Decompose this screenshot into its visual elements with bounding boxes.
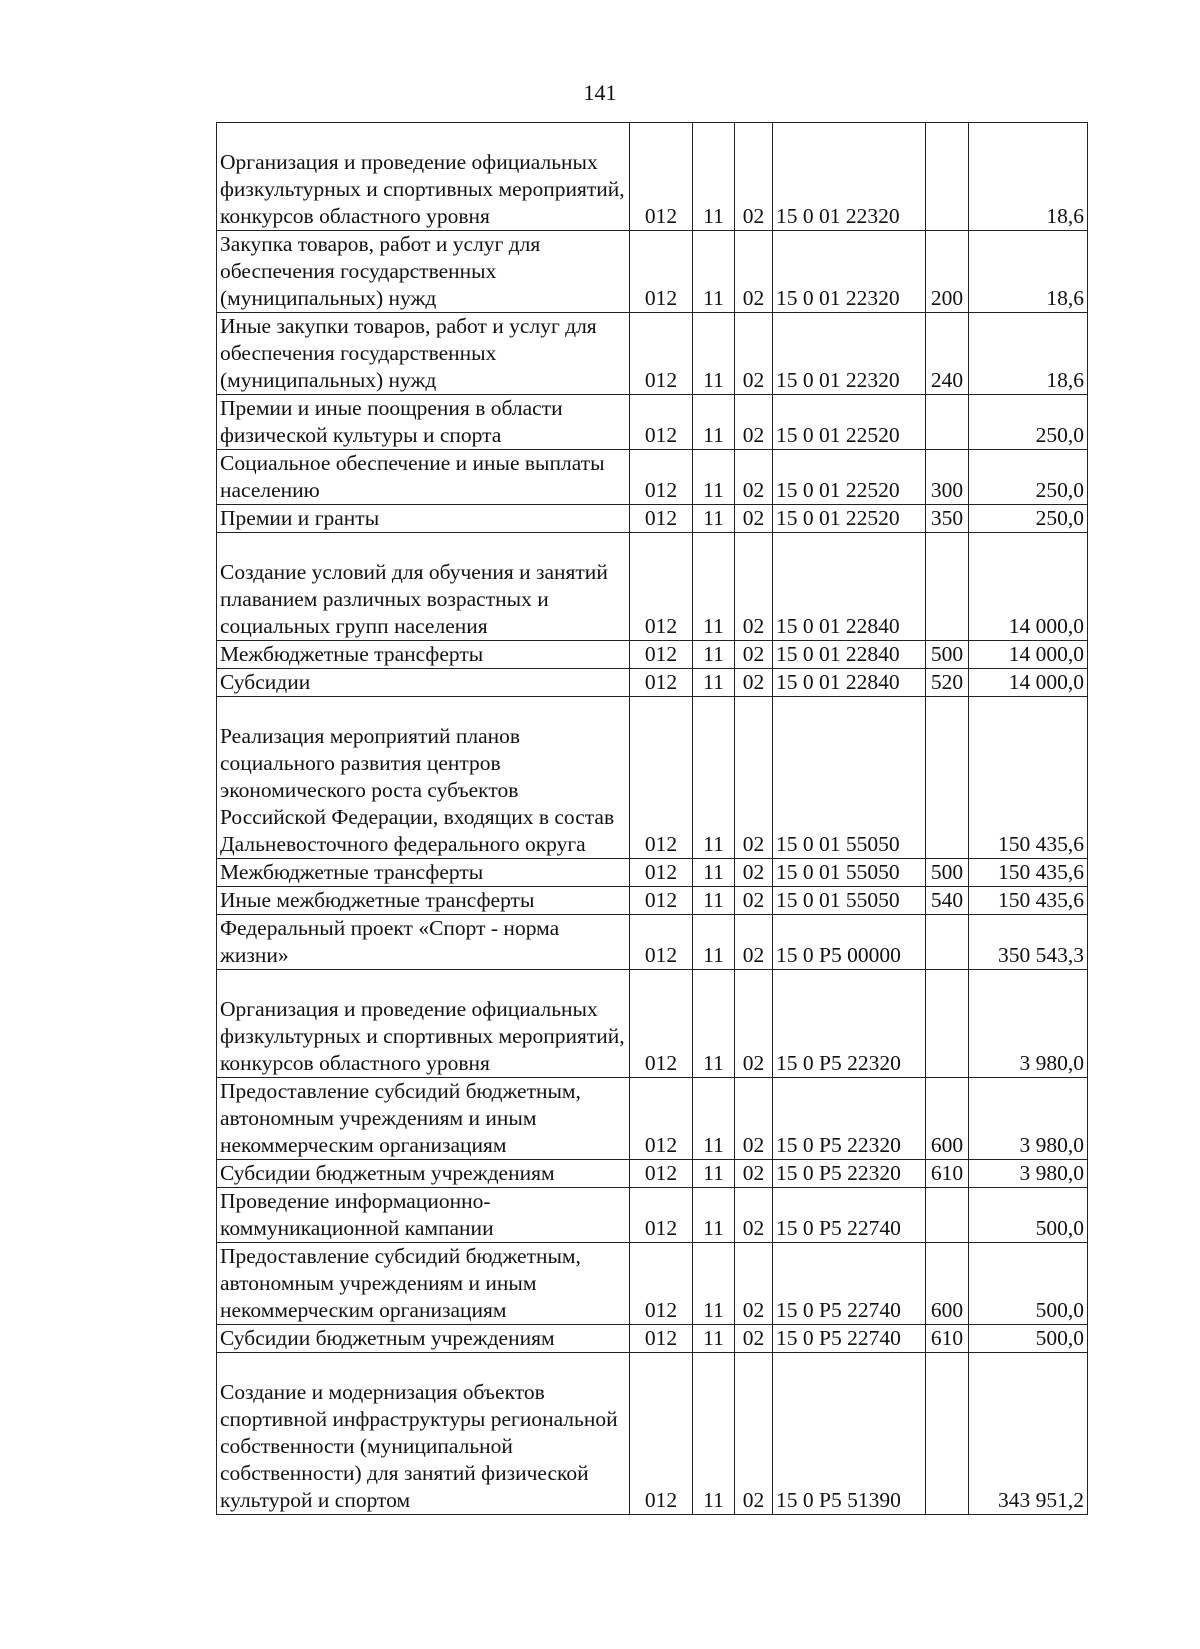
table-row <box>217 1078 1088 1160</box>
row-subsection-code: 02 <box>735 313 773 395</box>
row-ved-code: 012 <box>630 970 693 1078</box>
table-row <box>217 1160 1088 1188</box>
row-ved-code: 012 <box>630 1325 693 1353</box>
row-section-code: 11 <box>693 1078 735 1160</box>
row-subsection-code: 02 <box>735 697 773 859</box>
row-name: Федеральный проект «Спорт - норма жизни» <box>217 915 630 970</box>
row-section-code: 11 <box>693 123 735 231</box>
row-name: Социальное обеспечение и иные выплаты населению <box>217 450 630 505</box>
row-target-article: 15 0 01 55050 <box>773 697 926 859</box>
row-subsection-code: 02 <box>735 669 773 697</box>
row-amount: 18,6 <box>969 123 1088 231</box>
row-section-code: 11 <box>693 1243 735 1325</box>
row-target-article: 15 0 01 22320 <box>773 313 926 395</box>
row-name: Предоставление субсидий бюджетным, автономным учреждениям и иным некоммерческим организациям <box>217 1078 630 1160</box>
row-amount: 14 000,0 <box>969 641 1088 669</box>
row-ved-code: 012 <box>630 1353 693 1515</box>
row-ved-code: 012 <box>630 123 693 231</box>
row-target-article: 15 0 Р5 00000 <box>773 915 926 970</box>
table-row <box>217 697 1088 859</box>
row-amount: 14 000,0 <box>969 533 1088 641</box>
table-row <box>217 123 1088 231</box>
row-name: Иные закупки товаров, работ и услуг для обеспечения государственных (муниципальных) нужд <box>217 313 630 395</box>
row-ved-code: 012 <box>630 533 693 641</box>
row-amount: 343 951,2 <box>969 1353 1088 1515</box>
row-target-article: 15 0 01 55050 <box>773 859 926 887</box>
row-target-article: 15 0 01 22320 <box>773 231 926 313</box>
row-name: Предоставление субсидий бюджетным, автономным учреждениям и иным некоммерческим организациям <box>217 1243 630 1325</box>
row-subsection-code: 02 <box>735 1078 773 1160</box>
row-expense-type: 200 <box>926 231 969 313</box>
row-ved-code: 012 <box>630 1078 693 1160</box>
row-target-article: 15 0 Р5 22740 <box>773 1325 926 1353</box>
row-expense-type: 600 <box>926 1078 969 1160</box>
row-expense-type <box>926 915 969 970</box>
row-section-code: 11 <box>693 231 735 313</box>
row-name: Иные межбюджетные трансферты <box>217 887 630 915</box>
row-expense-type: 500 <box>926 641 969 669</box>
row-section-code: 11 <box>693 533 735 641</box>
row-amount: 3 980,0 <box>969 1160 1088 1188</box>
row-amount: 150 435,6 <box>969 887 1088 915</box>
row-ved-code: 012 <box>630 1243 693 1325</box>
row-subsection-code: 02 <box>735 1325 773 1353</box>
row-name: Проведение информационно-коммуникационной кампании <box>217 1188 630 1243</box>
row-ved-code: 012 <box>630 697 693 859</box>
row-expense-type: 520 <box>926 669 969 697</box>
table-row <box>217 395 1088 450</box>
row-expense-type: 540 <box>926 887 969 915</box>
row-subsection-code: 02 <box>735 887 773 915</box>
row-ved-code: 012 <box>630 1188 693 1243</box>
row-expense-type: 610 <box>926 1325 969 1353</box>
table-row <box>217 970 1088 1078</box>
row-section-code: 11 <box>693 1325 735 1353</box>
table-row <box>217 1188 1088 1243</box>
row-amount: 250,0 <box>969 450 1088 505</box>
row-expense-type: 350 <box>926 505 969 533</box>
table-row <box>217 505 1088 533</box>
row-ved-code: 012 <box>630 915 693 970</box>
row-section-code: 11 <box>693 669 735 697</box>
row-subsection-code: 02 <box>735 533 773 641</box>
row-section-code: 11 <box>693 1188 735 1243</box>
row-section-code: 11 <box>693 641 735 669</box>
row-amount: 500,0 <box>969 1325 1088 1353</box>
row-target-article: 15 0 01 22520 <box>773 505 926 533</box>
row-ved-code: 012 <box>630 887 693 915</box>
row-name: Организация и проведение официальных физкультурных и спортивных мероприятий, конкурсов областного уровня <box>217 123 630 231</box>
row-target-article: 15 0 01 22520 <box>773 395 926 450</box>
row-section-code: 11 <box>693 697 735 859</box>
row-name: Закупка товаров, работ и услуг для обеспечения государственных (муниципальных) нужд <box>217 231 630 313</box>
row-name: Субсидии бюджетным учреждениям <box>217 1325 630 1353</box>
table-row <box>217 641 1088 669</box>
row-expense-type <box>926 1353 969 1515</box>
row-ved-code: 012 <box>630 313 693 395</box>
row-ved-code: 012 <box>630 505 693 533</box>
row-ved-code: 012 <box>630 641 693 669</box>
row-name: Межбюджетные трансферты <box>217 641 630 669</box>
budget-table <box>216 122 1088 1515</box>
table-row <box>217 1243 1088 1325</box>
row-amount: 350 543,3 <box>969 915 1088 970</box>
row-target-article: 15 0 Р5 22320 <box>773 1160 926 1188</box>
row-subsection-code: 02 <box>735 859 773 887</box>
row-section-code: 11 <box>693 970 735 1078</box>
row-section-code: 11 <box>693 505 735 533</box>
row-amount: 3 980,0 <box>969 1078 1088 1160</box>
row-expense-type <box>926 970 969 1078</box>
row-name: Реализация мероприятий планов социального развития центров экономического роста субъектов Российской Федерации, входящих в состав Дальневосточного федерального округа <box>217 697 630 859</box>
row-expense-type: 500 <box>926 859 969 887</box>
row-target-article: 15 0 01 22320 <box>773 123 926 231</box>
table-row <box>217 1353 1088 1515</box>
row-target-article: 15 0 01 22840 <box>773 533 926 641</box>
row-target-article: 15 0 01 22840 <box>773 669 926 697</box>
row-name: Создание условий для обучения и занятий плаванием различных возрастных и социальных групп населения <box>217 533 630 641</box>
row-subsection-code: 02 <box>735 505 773 533</box>
row-subsection-code: 02 <box>735 915 773 970</box>
row-subsection-code: 02 <box>735 1188 773 1243</box>
table-body <box>217 123 1088 1515</box>
row-name: Организация и проведение официальных физкультурных и спортивных мероприятий, конкурсов областного уровня <box>217 970 630 1078</box>
row-name: Премии и гранты <box>217 505 630 533</box>
row-section-code: 11 <box>693 1353 735 1515</box>
row-ved-code: 012 <box>630 395 693 450</box>
row-subsection-code: 02 <box>735 1353 773 1515</box>
row-expense-type <box>926 697 969 859</box>
row-name: Субсидии <box>217 669 630 697</box>
row-expense-type <box>926 1188 969 1243</box>
row-expense-type: 610 <box>926 1160 969 1188</box>
row-ved-code: 012 <box>630 669 693 697</box>
row-target-article: 15 0 Р5 22320 <box>773 1078 926 1160</box>
table-row <box>217 313 1088 395</box>
row-section-code: 11 <box>693 859 735 887</box>
row-target-article: 15 0 Р5 22320 <box>773 970 926 1078</box>
row-name: Создание и модернизация объектов спортивной инфраструктуры региональной собственности (муниципальной собственности) для занятий физической культурой и спортом <box>217 1353 630 1515</box>
row-target-article: 15 0 Р5 22740 <box>773 1188 926 1243</box>
row-name: Субсидии бюджетным учреждениям <box>217 1160 630 1188</box>
row-name: Премии и иные поощрения в области физической культуры и спорта <box>217 395 630 450</box>
row-target-article: 15 0 Р5 51390 <box>773 1353 926 1515</box>
row-target-article: 15 0 Р5 22740 <box>773 1243 926 1325</box>
row-subsection-code: 02 <box>735 641 773 669</box>
row-expense-type <box>926 123 969 231</box>
row-amount: 500,0 <box>969 1243 1088 1325</box>
row-subsection-code: 02 <box>735 231 773 313</box>
row-expense-type: 600 <box>926 1243 969 1325</box>
row-expense-type: 300 <box>926 450 969 505</box>
row-section-code: 11 <box>693 450 735 505</box>
row-section-code: 11 <box>693 1160 735 1188</box>
row-subsection-code: 02 <box>735 970 773 1078</box>
row-subsection-code: 02 <box>735 450 773 505</box>
row-section-code: 11 <box>693 313 735 395</box>
row-name: Межбюджетные трансферты <box>217 859 630 887</box>
row-subsection-code: 02 <box>735 123 773 231</box>
table-row <box>217 887 1088 915</box>
table-row <box>217 915 1088 970</box>
row-ved-code: 012 <box>630 231 693 313</box>
row-amount: 18,6 <box>969 231 1088 313</box>
row-amount: 18,6 <box>969 313 1088 395</box>
table-row <box>217 859 1088 887</box>
row-subsection-code: 02 <box>735 1160 773 1188</box>
row-target-article: 15 0 01 22520 <box>773 450 926 505</box>
row-target-article: 15 0 01 22840 <box>773 641 926 669</box>
row-amount: 150 435,6 <box>969 697 1088 859</box>
table-row <box>217 1325 1088 1353</box>
table-row <box>217 533 1088 641</box>
row-amount: 500,0 <box>969 1188 1088 1243</box>
row-subsection-code: 02 <box>735 1243 773 1325</box>
row-ved-code: 012 <box>630 450 693 505</box>
row-section-code: 11 <box>693 915 735 970</box>
page-number: 141 <box>583 80 617 105</box>
row-ved-code: 012 <box>630 859 693 887</box>
table-row <box>217 669 1088 697</box>
row-expense-type <box>926 533 969 641</box>
row-section-code: 11 <box>693 395 735 450</box>
row-section-code: 11 <box>693 887 735 915</box>
row-expense-type <box>926 395 969 450</box>
row-amount: 250,0 <box>969 505 1088 533</box>
table-row <box>217 450 1088 505</box>
row-amount: 150 435,6 <box>969 859 1088 887</box>
row-amount: 250,0 <box>969 395 1088 450</box>
row-amount: 3 980,0 <box>969 970 1088 1078</box>
row-subsection-code: 02 <box>735 395 773 450</box>
table-row <box>217 231 1088 313</box>
row-amount: 14 000,0 <box>969 669 1088 697</box>
row-expense-type: 240 <box>926 313 969 395</box>
row-ved-code: 012 <box>630 1160 693 1188</box>
row-target-article: 15 0 01 55050 <box>773 887 926 915</box>
